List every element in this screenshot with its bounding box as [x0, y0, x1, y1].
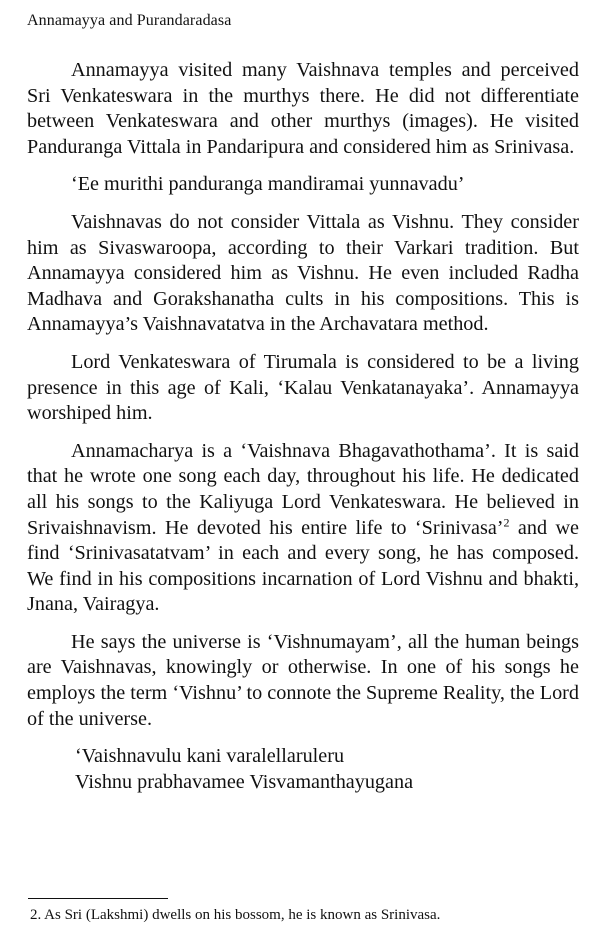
paragraph-4: [27, 439, 579, 618]
paragraph-3: Lord Venkateswara of Tirumala is considered to be a living presence in this age of Kali, ‘Kalau Venkatanayaka’. Annamayya worshiped him.: [27, 350, 579, 425]
paragraph-5: He says the universe is ‘Vishnumayam’, all the human beings are Vaishnavas, knowingly or otherwise. In one of his songs he employs the term ‘Vishnu’ to connote the Supreme Reality, the Lord of the universe.: [27, 630, 579, 730]
paragraph-4-text-b: and we find ‘Srinivasatatvam’ in each and every song, he has composed. We find in his compositions incarnation of Lord Vishnu and bhakti, Jnana, Vairagya.: [27, 516, 579, 616]
verse-line-2: Vishnu prabhavamee Visvamanthayugana: [75, 770, 414, 793]
footnote-divider: [28, 898, 168, 899]
body-text: [27, 58, 579, 795]
paragraph-1: Annamayya visited many Vaishnava temples and perceived Sri Venkateswara in the murthys there. He did not differentiate between Venkateswara and other murthys (images). He visited Panduranga Vittala in Pandaripura and considered him as Srinivasa.: [27, 59, 579, 158]
footnote-reference: 2: [503, 514, 510, 529]
paragraph-2: Vaishnavas do not consider Vittala as Vishnu. They consider him as Sivaswaroopa, according to their Varkari tradition. But Annamayya considered him as Vishnu. He even included Radha Madhava and Gorakshanatha cults in his compositions. This is Annamayya’s Vaishnavatatva in the Archavatara method.: [27, 210, 579, 336]
verse-block: [27, 744, 579, 795]
footnote: 2. As Sri (Lakshmi) dwells on his bossom, he is known as Srinivasa.: [30, 907, 441, 923]
quoted-line: ‘Ee murithi panduranga mandiramai yunnavadu’: [71, 173, 465, 196]
verse-line-1: ‘Vaishnavulu kani varalellaruleru: [75, 745, 345, 768]
paragraph-4-text-a: Annamacharya is a ‘Vaishnava Bhagavathothama’. It is said that he wrote one song each day, throughout his life. He dedicated all his songs to the Kaliyuga Lord Venkateswara. He believed in Srivaishnavism. He devoted his entire life to ‘Srinivasa’: [27, 439, 579, 539]
running-head: Annamayya and Purandaradasa: [27, 12, 232, 29]
